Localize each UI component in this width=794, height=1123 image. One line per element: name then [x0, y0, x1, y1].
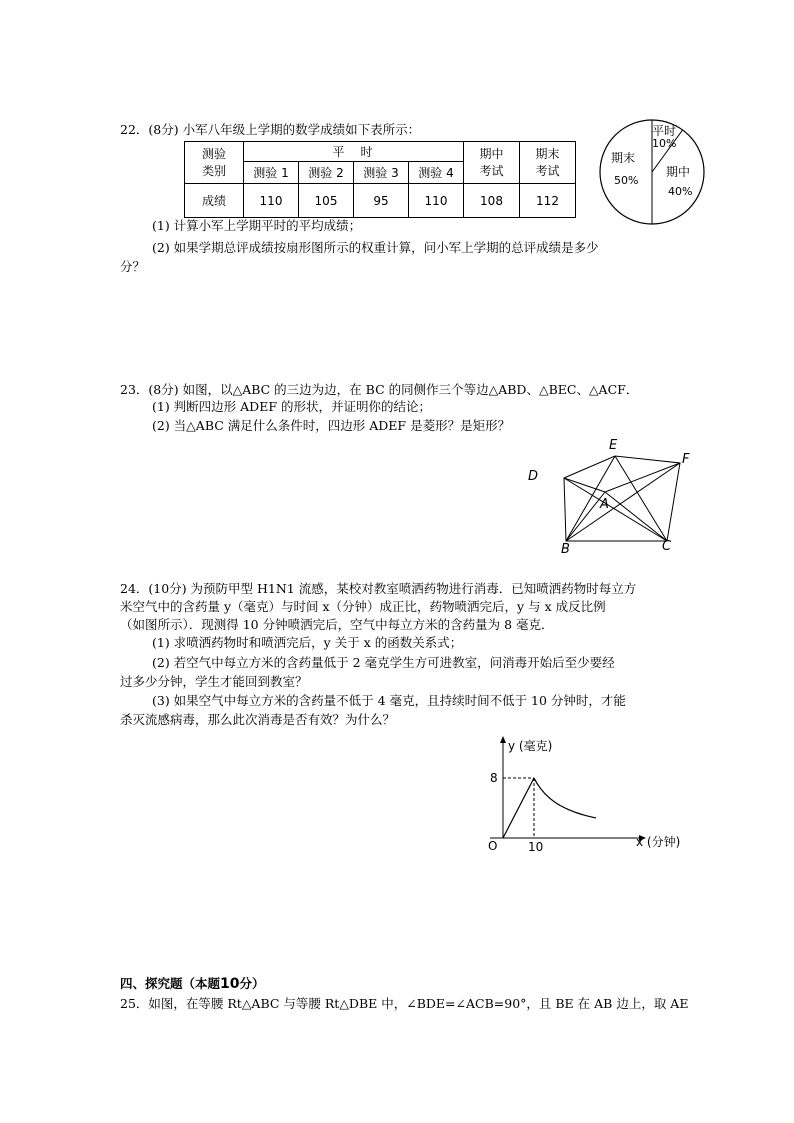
section-heading-text: 四、探究题（本题 — [120, 976, 221, 991]
q22-stem: 22．(8分) 小军八年级上学期的数学成绩如下表所示： — [120, 122, 421, 137]
score-table — [184, 141, 576, 218]
q22-sub2-cont: 分？ — [120, 259, 146, 274]
point-label-D: D — [528, 469, 539, 484]
quiz-header: 测验 2 — [299, 162, 354, 184]
q24-sub2: (2) 若空气中每立方米的含药量低于 2 毫克学生方可进教室，问消毒开始后至少要经 — [152, 655, 615, 670]
pie-label-midterm: 期中 — [666, 165, 691, 179]
midterm-line1: 期中 — [479, 146, 504, 161]
q24-line2: 米空气中的含药量 y（毫克）与时间 x（分钟）成正比，药物喷洒完后，y 与 x 成反比例 — [120, 599, 606, 614]
score-label: 成绩 — [185, 184, 244, 218]
segment-BF — [566, 463, 680, 541]
quiz-header: 测验 3 — [354, 162, 409, 184]
point-label-E: E — [609, 438, 618, 453]
row-header-line2: 类别 — [201, 163, 226, 178]
point-label-A: A — [600, 497, 609, 512]
q25-stem: 25．如图，在等腰 Rt△ABC 与等腰 Rt△DBE 中，∠BDE=∠ACB=90°，且 BE 在 AB 边上，取 AE — [120, 996, 689, 1011]
score-cell: 95 — [354, 184, 409, 218]
point-label-C: C — [662, 539, 672, 554]
pie-pct-final: 50% — [614, 174, 639, 187]
final-line2: 考试 — [535, 163, 560, 178]
midterm-line2: 考试 — [479, 163, 504, 178]
y-axis-label: y (毫克) — [508, 739, 553, 753]
q23-stem: 23．(8分) 如图，以△ABC 的三边为边，在 BC 的同侧作三个等边△ABD、△BEC、△ACF． — [120, 382, 639, 397]
score-cell: 105 — [299, 184, 354, 218]
x-tick-label: 10 — [528, 840, 544, 854]
weight-pie-chart — [598, 116, 708, 228]
q24-sub2-cont: 过多少分钟，学生才能回到教室？ — [120, 674, 308, 689]
table-row-header — [185, 142, 244, 184]
score-cell: 110 — [244, 184, 299, 218]
q22-sub2: (2) 如果学期总评成绩按扇形图所示的权重计算，问小军上学期的总评成绩是多少 — [152, 240, 599, 255]
q24-sub1: (1) 求喷洒药物时和喷洒完后，y 关于 x 的函数关系式； — [152, 635, 463, 650]
pie-pct-regular: 10% — [652, 137, 677, 150]
q23-sub2: (2) 当△ABC 满足什么条件时，四边形 ADEF 是菱形？是矩形？ — [152, 418, 511, 433]
q24-sub3: (3) 如果空气中每立方米的含药量不低于 4 毫克，且持续时间不低于 10 分钟时，才能 — [152, 693, 626, 708]
row-header-line1: 测验 — [201, 146, 226, 161]
q24-sub3-cont: 杀灭流感病毒，那么此次消毒是否有效？为什么？ — [120, 712, 396, 727]
score-cell: 112 — [520, 184, 576, 218]
quiz-header: 测验 1 — [244, 162, 299, 184]
section-heading-end: 分） — [239, 976, 265, 991]
point-label-B: B — [561, 542, 570, 554]
geometry-figure — [520, 432, 700, 554]
score-cell: 110 — [409, 184, 464, 218]
q22-sub1: (1) 计算小军上学期平时的平均成绩； — [152, 218, 362, 233]
pie-label-final: 期末 — [611, 151, 636, 165]
q24-line3: （如图所示）．现测得 10 分钟喷洒完后，空气中每立方米的含药量为 8 毫克． — [120, 617, 554, 632]
series-linear — [503, 778, 534, 838]
pie-pct-midterm: 40% — [668, 185, 693, 198]
final-header — [520, 142, 576, 184]
final-line1: 期末 — [535, 146, 560, 161]
origin-label: O — [488, 839, 498, 853]
point-label-F: F — [682, 452, 690, 467]
outer-pentagon — [564, 456, 680, 541]
quiz-header: 测验 4 — [409, 162, 464, 184]
score-cell: 108 — [464, 184, 520, 218]
y-tick-label: 8 — [490, 771, 498, 785]
segment-AF — [605, 463, 680, 492]
series-inverse — [534, 778, 596, 818]
segment-AC — [605, 492, 667, 541]
q24-line1: 24．(10分) 为预防甲型 H1N1 流感，某校对教室喷洒药物进行消毒．已知喷洒药物时每立方 — [120, 581, 637, 596]
y-axis-arrow — [500, 736, 506, 743]
x-axis-label: x (分钟) — [636, 835, 681, 849]
segment-EC — [615, 456, 667, 541]
section-heading-num: 10 — [220, 976, 240, 992]
section-heading — [120, 974, 265, 992]
pie-label-regular: 平时 — [652, 124, 677, 138]
dosage-graph — [470, 730, 700, 855]
midterm-header — [464, 142, 520, 184]
q23-sub1: (1) 判断四边形 ADEF 的形状，并证明你的结论； — [152, 399, 431, 414]
group-header: 平 时 — [244, 142, 464, 162]
